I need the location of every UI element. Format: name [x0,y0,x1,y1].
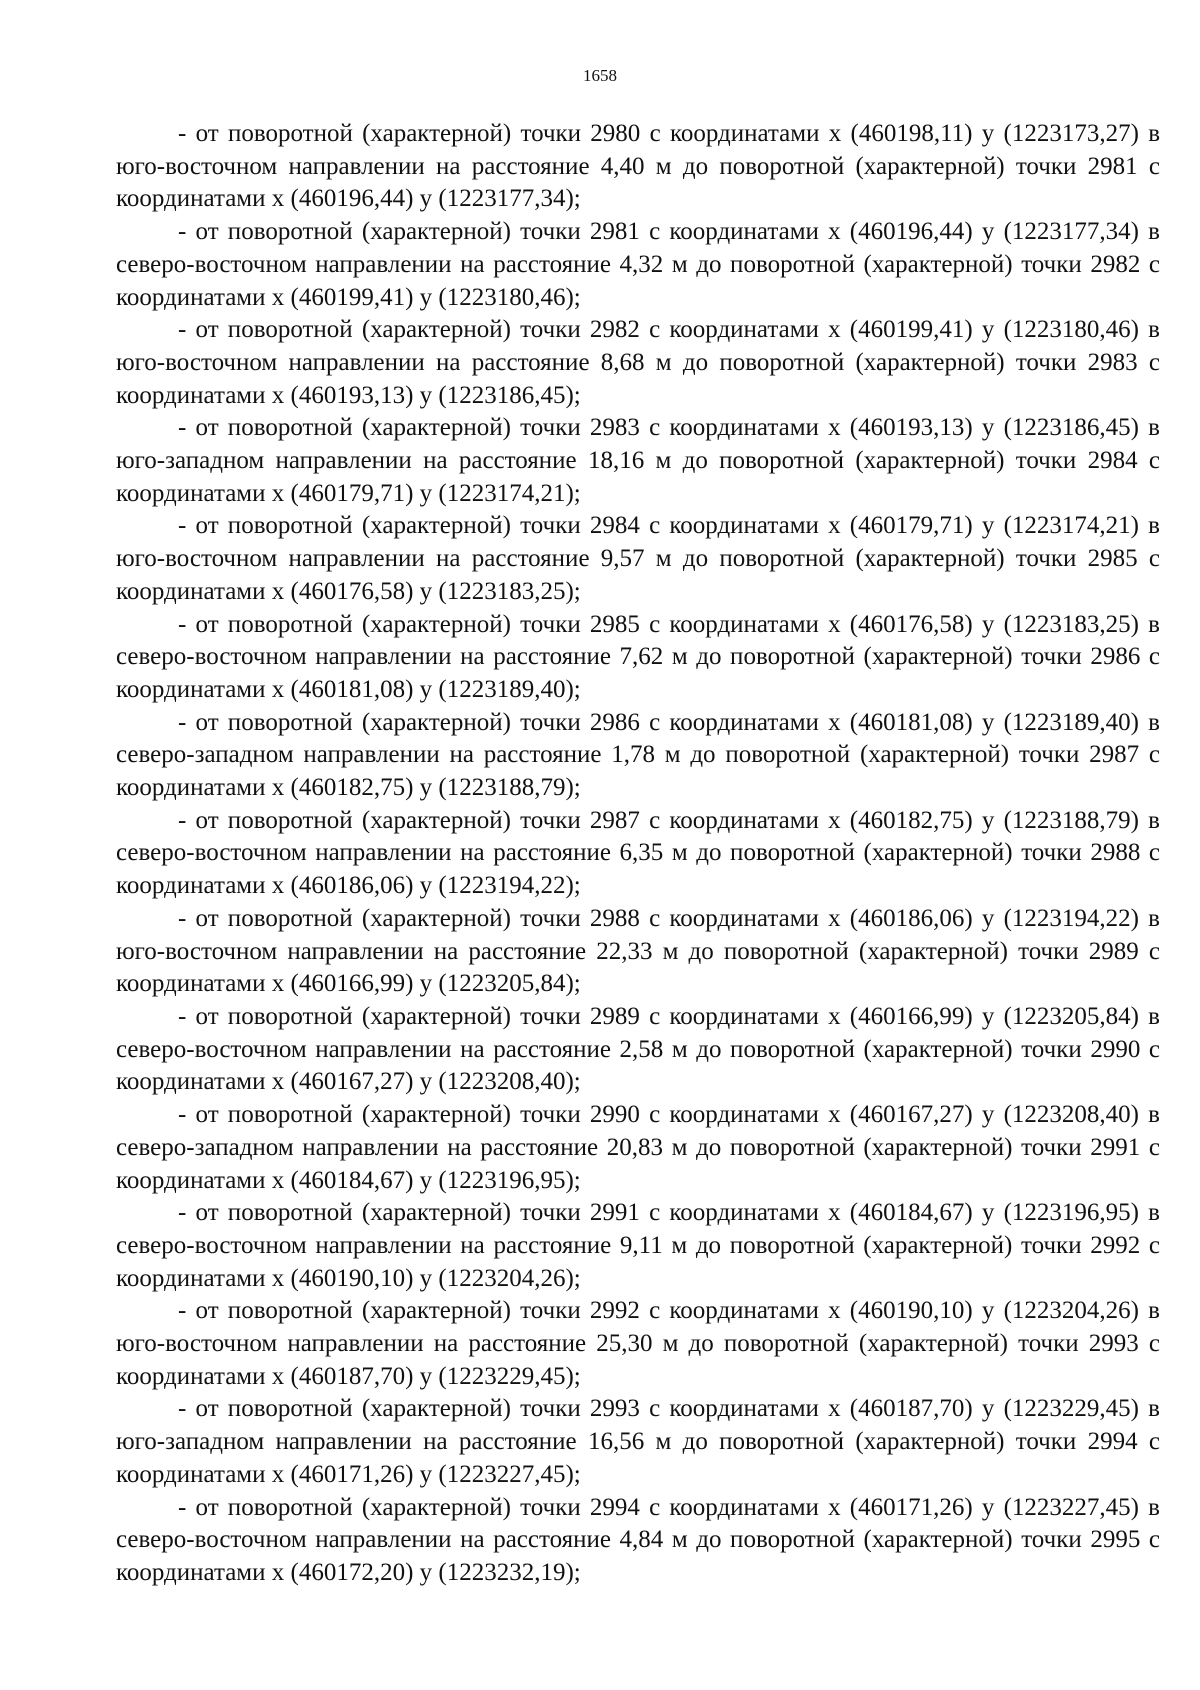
paragraph: - от поворотной (характерной) точки 2984 с координатами х (460179,71) у (1223174,21) в юго-восточном направлении на расстояние 9,57 м до поворотной (характерной) точки 2985 с координатами х (460176,58) у (1223183,25); [116,512,1160,605]
paragraph: - от поворотной (характерной) точки 2993 с координатами х (460187,70) у (1223229,45) в юго-западном направлении на расстояние 16,56 м до поворотной (характерной) точки 2994 с координатами х (460171,26) у (1223227,45); [116,1395,1160,1488]
paragraph: - от поворотной (характерной) точки 2983 с координатами х (460193,13) у (1223186,45) в юго-западном направлении на расстояние 18,16 м до поворотной (характерной) точки 2984 с координатами х (460179,71) у (1223174,21); [116,414,1160,507]
paragraph: - от поворотной (характерной) точки 2990 с координатами х (460167,27) у (1223208,40) в северо-западном направлении на расстояние 20,83 м до поворотной (характерной) точки 2991 с координатами х (460184,67) у (1223196,95); [116,1101,1160,1194]
paragraph: - от поворотной (характерной) точки 2991 с координатами х (460184,67) у (1223196,95) в северо-восточном направлении на расстояние 9,11 м до поворотной (характерной) точки 2992 с координатами х (460190,10) у (1223204,26); [116,1199,1160,1292]
paragraph: - от поворотной (характерной) точки 2994 с координатами х (460171,26) у (1223227,45) в северо-восточном направлении на расстояние 4,84 м до поворотной (характерной) точки 2995 с координатами х (460172,20) у (1223232,19); [116,1493,1160,1586]
paragraph: - от поворотной (характерной) точки 2986 с координатами х (460181,08) у (1223189,40) в северо-западном направлении на расстояние 1,78 м до поворотной (характерной) точки 2987 с координатами х (460182,75) у (1223188,79); [116,708,1160,802]
paragraph: - от поворотной (характерной) точки 2980 с координатами х (460198,11) у (1223173,27) в юго-восточном направлении на расстояние 4,40 м до поворотной (характерной) точки 2981 с координатами х (460196,44) у (1223177,34); [116,120,1160,213]
document-body [116,118,1160,1590]
paragraph: - от поворотной (характерной) точки 2982 с координатами х (460199,41) у (1223180,46) в юго-восточном направлении на расстояние 8,68 м до поворотной (характерной) точки 2983 с координатами х (460193,13) у (1223186,45); [116,316,1160,409]
paragraph: - от поворотной (характерной) точки 2992 с координатами х (460190,10) у (1223204,26) в юго-восточном направлении на расстояние 25,30 м до поворотной (характерной) точки 2993 с координатами х (460187,70) у (1223229,45); [116,1297,1160,1390]
paragraph: - от поворотной (характерной) точки 2981 с координатами х (460196,44) у (1223177,34) в северо-восточном направлении на расстояние 4,32 м до поворотной (характерной) точки 2982 с координатами х (460199,41) у (1223180,46); [116,218,1160,311]
paragraph: - от поворотной (характерной) точки 2988 с координатами х (460186,06) у (1223194,22) в юго-восточном направлении на расстояние 22,33 м до поворотной (характерной) точки 2989 с координатами х (460166,99) у (1223205,84); [116,904,1160,998]
paragraph: - от поворотной (характерной) точки 2987 с координатами х (460182,75) у (1223188,79) в северо-восточном направлении на расстояние 6,35 м до поворотной (характерной) точки 2988 с координатами х (460186,06) у (1223194,22); [116,806,1160,900]
page-number: 1658 [583,66,617,85]
paragraph: - от поворотной (характерной) точки 2989 с координатами х (460166,99) у (1223205,84) в северо-восточном направлении на расстояние 2,58 м до поворотной (характерной) точки 2990 с координатами х (460167,27) у (1223208,40); [116,1002,1160,1096]
paragraph: - от поворотной (характерной) точки 2985 с координатами х (460176,58) у (1223183,25) в северо-восточном направлении на расстояние 7,62 м до поворотной (характерной) точки 2986 с координатами х (460181,08) у (1223189,40); [116,610,1160,703]
